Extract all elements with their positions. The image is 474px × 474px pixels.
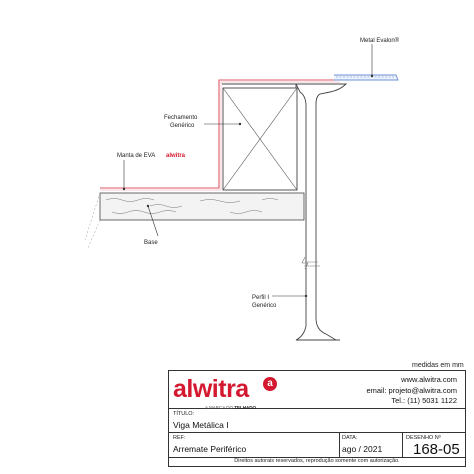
alwitra-logo xyxy=(173,375,283,411)
ref-value: Arremate Periférico xyxy=(173,444,247,454)
title-row xyxy=(169,409,465,433)
label-base: Base xyxy=(144,240,158,246)
label-fechamento-1: Fechamento xyxy=(164,115,198,121)
data-label: DATA: xyxy=(342,435,358,441)
metal-evalon-flashing xyxy=(334,75,398,80)
generic-closure-block xyxy=(223,88,297,190)
titulo-label: TÍTULO: xyxy=(173,411,195,417)
title-block xyxy=(168,370,466,467)
logo-tagline: A MARCA DO TELHADO xyxy=(205,405,257,410)
title-block-header xyxy=(169,371,465,409)
titulo-value: Viga Metálica I xyxy=(173,420,229,430)
contact-info xyxy=(366,375,457,407)
base-layer xyxy=(85,193,304,248)
phone-text: Tel.: (11) 5031 1122 xyxy=(391,396,457,405)
desenho-value: 168-05 xyxy=(413,441,460,458)
data-value: ago / 2021 xyxy=(342,444,383,454)
label-perfil-2: Genérico xyxy=(252,303,277,309)
label-fechamento-2: Genérico xyxy=(170,123,195,129)
website-link[interactable]: www.alwitra.com xyxy=(401,375,457,384)
label-metal-evalon: Metal Evalon® xyxy=(360,38,400,44)
label-manta-brand: alwitra xyxy=(166,153,186,159)
copyright-footer: Direitos autorais reservados, reprodução somente com autorização. xyxy=(234,458,400,464)
logo-mark-icon: a xyxy=(263,377,277,391)
label-manta-eva: Manta de EVA xyxy=(117,153,156,159)
units-note: medidas em mm xyxy=(412,362,464,369)
logo-wordmark: alwitra xyxy=(173,375,249,403)
desenho-label: DESENHO Nº xyxy=(406,435,441,441)
ref-row xyxy=(169,433,465,458)
email-link[interactable]: email: projeto@alwitra.com xyxy=(366,385,457,395)
ref-label: REF: xyxy=(173,435,186,441)
label-perfil-1: Perfil I xyxy=(252,295,270,301)
